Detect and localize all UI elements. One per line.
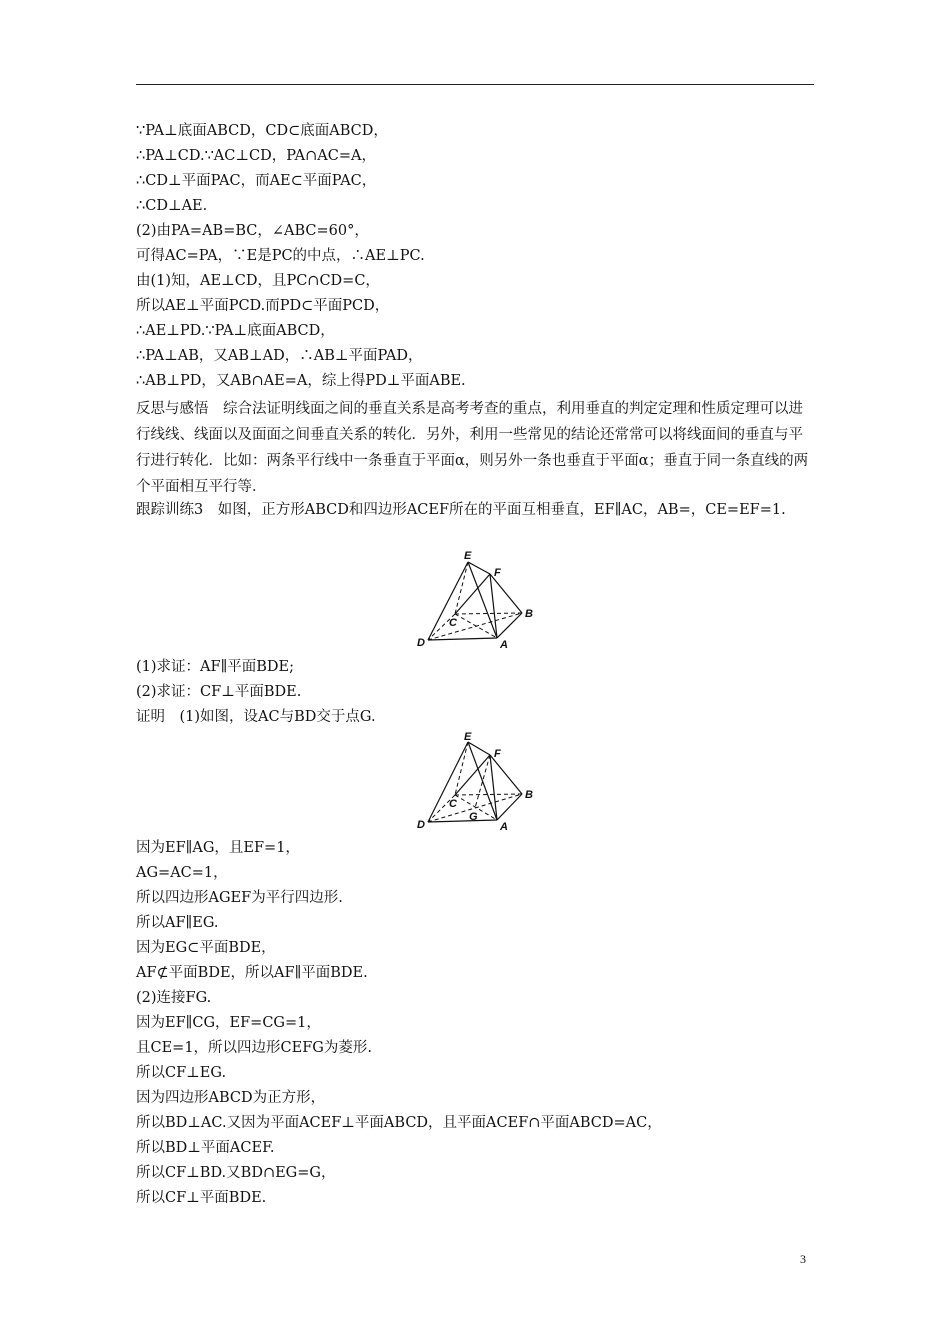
text-line: ∴PA⊥CD.∵AC⊥CD，PA∩AC=A， <box>136 148 376 164</box>
label-E: E <box>464 731 472 743</box>
header-rule <box>136 84 814 85</box>
text-line: 所以CF⊥EG. <box>136 1065 227 1081</box>
text-line: 由(1)知，AE⊥CD，且PC∩CD=C， <box>136 273 380 289</box>
text-line: AG=AC=1， <box>136 865 228 881</box>
label-A: A <box>500 821 508 833</box>
label-G: G <box>469 811 478 823</box>
text-line: 因为EF∥AG，且EF=1， <box>136 840 300 856</box>
text-line: (2)连接FG. <box>136 990 212 1006</box>
text-line: 因为四边形ABCD为正方形， <box>136 1090 326 1106</box>
text-line: 所以BD⊥AC.又因为平面ACEF⊥平面ABCD，且平面ACEF∩平面ABCD=AC， <box>136 1115 662 1131</box>
text-line: ∴CD⊥平面PAC，而AE⊂平面PAC， <box>136 173 377 189</box>
reflection-paragraph: 反思与感悟 综合法证明线面之间的垂直关系是高考考查的重点，利用垂直的判定定理和性质定理可以进行线线、线面以及面面之间垂直关系的转化．另外，利用一些常见的结论还常常可以将线面间的垂直与平行进行转化．比如：两条平行线中一条垂直于平面α，则另外一条也垂直于平面α；垂直于同一条直线的两个平面相互平行等． <box>136 401 809 495</box>
label-F: F <box>494 567 501 579</box>
label-D: D <box>417 819 425 831</box>
text-line: 因为EG⊂平面BDE， <box>136 940 276 956</box>
text-line: AF⊄平面BDE，所以AF∥平面BDE. <box>136 965 368 981</box>
text-line: (2)由PA=AB=BC，∠ABC=60°， <box>136 223 369 239</box>
text-line: 所以BD⊥平面ACEF. <box>136 1140 275 1156</box>
text-line: ∴PA⊥AB，又AB⊥AD，∴AB⊥平面PAD， <box>136 348 423 364</box>
label-B: B <box>525 789 533 801</box>
geometry-figure-2 <box>412 730 542 834</box>
exercise-paragraph: 跟踪训练3 如图，正方形ABCD和四边形ACEF所在的平面互相垂直，EF∥AC，AB=，CE=EF=1. <box>136 502 786 518</box>
text-line: 且CE=1，所以四边形CEFG为菱形. <box>136 1040 372 1056</box>
label-D: D <box>417 637 425 649</box>
proof-part-1 <box>136 119 816 394</box>
question-2: (2)求证：CF⊥平面BDE. <box>136 684 302 700</box>
label-C: C <box>449 798 457 810</box>
text-line: 所以CF⊥平面BDE. <box>136 1190 267 1206</box>
question-1: (1)求证：AF∥平面BDE; <box>136 659 295 675</box>
label-B: B <box>525 608 533 620</box>
text-line: ∵PA⊥底面ABCD，CD⊂底面ABCD， <box>136 123 388 139</box>
proof-intro: 证明 (1)如图，设AC与BD交于点G. <box>136 709 376 725</box>
page-number: 3 <box>800 1252 806 1266</box>
text-line: ∴AE⊥PD.∵PA⊥底面ABCD， <box>136 323 335 339</box>
text-line: ∴AB⊥PD，又AB∩AE=A，综上得PD⊥平面ABE. <box>136 373 466 389</box>
text-line: 因为EF∥CG，EF=CG=1， <box>136 1015 321 1031</box>
text-line: 所以AF∥EG. <box>136 915 219 931</box>
text-line: ∴CD⊥AE. <box>136 198 208 214</box>
proof-part-2 <box>136 836 816 1211</box>
questions <box>136 655 816 730</box>
label-F: F <box>494 748 501 760</box>
text-line: 所以CF⊥BD.又BD∩EG=G， <box>136 1165 336 1181</box>
label-C: C <box>449 617 457 629</box>
geometry-figure-1 <box>412 548 542 652</box>
text-line: 可得AC=PA，∵E是PC的中点，∴AE⊥PC. <box>136 248 425 264</box>
text-line: 所以AE⊥平面PCD.而PD⊂平面PCD， <box>136 298 390 314</box>
label-A: A <box>500 639 508 651</box>
label-E: E <box>464 550 472 562</box>
text-line: 所以四边形AGEF为平行四边形. <box>136 890 343 906</box>
